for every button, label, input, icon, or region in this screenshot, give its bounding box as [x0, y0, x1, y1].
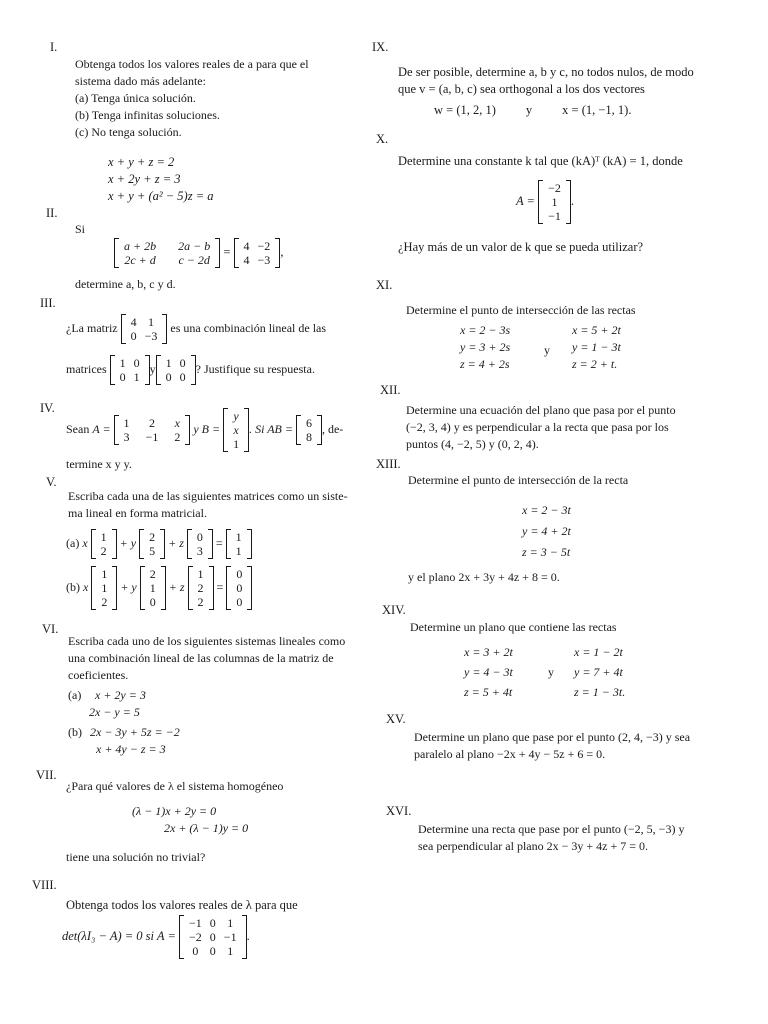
equation-row: x = 1 − 2t [574, 645, 623, 659]
equals-sign: = [215, 535, 223, 550]
matrix-cell: 0 [149, 595, 156, 609]
matrix-cell: 1 [119, 356, 126, 370]
equation-row: x = 5 + 2t [572, 323, 621, 337]
equation-row: x + 4y − z = 3 [96, 742, 166, 756]
problem-numeral: XV. [386, 712, 406, 726]
text-fragment: det(λI₃ − A) = 0 si A = [62, 928, 176, 943]
matrix-cell: 0 [179, 356, 186, 370]
text-line: sea perpendicular al plano 2x − 3y + 4z + 7 = 0. [418, 839, 649, 853]
problem-numeral: IV. [40, 401, 55, 415]
item-label: (a) [66, 535, 80, 550]
text-line: Escriba cada uno de los siguientes sistemas lineales como [68, 634, 346, 648]
matrix-cell: 0 [209, 930, 216, 944]
matrix-cell: 1 [227, 916, 234, 930]
problem-numeral: XVI. [386, 804, 412, 818]
text-fragment: y [548, 665, 554, 679]
matrix-cell: 6 [305, 416, 312, 430]
matrix-rhs [234, 238, 284, 268]
column-vector [538, 180, 571, 224]
text-line: De ser posible, determine a, b y c, no todos nulos, de modo [398, 65, 694, 79]
text-fragment: , de- [321, 421, 344, 436]
matrix-cell: 1 [100, 530, 107, 544]
matrix-cell: 0 [209, 944, 216, 958]
text-line: paralelo al plano −2x + 4y − 5z + 6 = 0. [414, 747, 606, 761]
text-line: Determine una recta que pase por el punto (−2, 5, −3) y [418, 822, 685, 836]
matrix-cell: 2 [197, 581, 204, 595]
matrix-cell: 0 [192, 944, 199, 958]
matrix-cell: 8 [305, 430, 312, 444]
matrix-cell: −2 [548, 181, 561, 195]
matrix-a [114, 415, 191, 445]
line-2 [574, 642, 625, 702]
matrix [156, 355, 196, 385]
problem-numeral: III. [40, 296, 56, 310]
problem-numeral: XII. [380, 383, 401, 397]
problem-text [406, 402, 676, 453]
equation-row: x = 2 − 3t [522, 503, 571, 517]
problem-text: ¿Para qué valores de λ el sistema homogéneo [66, 779, 284, 793]
matrix-cell: 1 [551, 195, 558, 209]
matrix-cell: 0 [209, 916, 216, 930]
matrix-definition [516, 180, 574, 224]
equation-row: 2x + (λ − 1)y = 0 [164, 821, 249, 835]
variable: + z [168, 535, 184, 550]
variable: + y [119, 535, 137, 550]
matrix-cell: −1 [145, 430, 159, 444]
text-fragment: A = [516, 193, 535, 208]
variable: + y [120, 579, 137, 594]
column-vector [139, 529, 165, 559]
column-vector [91, 566, 117, 610]
equation-row: x + y + z = 2 [108, 155, 175, 169]
equation-row: (λ − 1)x + 2y = 0 [132, 804, 217, 818]
problem-text: Obtenga todos los valores reales de λ para que [66, 898, 298, 912]
matrix-cell: 0 [130, 329, 137, 343]
problem-numeral: VII. [36, 768, 57, 782]
problem-text [68, 633, 345, 684]
matrix-cell: 3 [196, 544, 203, 558]
text-fragment: ? Justifique su respuesta. [195, 361, 315, 376]
matrix-cell: 2 [148, 416, 155, 430]
column-vector [226, 529, 252, 559]
text-fragment: y [525, 103, 533, 117]
matrix-cell: 2c + d [124, 253, 156, 267]
problem-numeral: I. [50, 40, 58, 54]
equation-row: 2x − y = 5 [89, 705, 140, 719]
text-line: (−2, 3, 4) y es perpendicular a la recta que pasa por los [406, 420, 669, 434]
matrix-cell: 0 [119, 370, 126, 384]
problem-text [68, 488, 348, 522]
text-line: (b) Tenga infinitas soluciones. [75, 108, 220, 122]
matrix-b [223, 408, 249, 452]
text-fragment: ¿La matriz [66, 320, 118, 335]
equation-system [108, 154, 214, 205]
matrix-cell: c − 2d [178, 253, 210, 267]
item-label: (a) [68, 688, 82, 702]
variable: x [83, 579, 89, 594]
equation-row: x = 3 + 2t [464, 645, 513, 659]
text-fragment: . [246, 928, 250, 943]
equals-sign: = [223, 244, 231, 259]
problem-numeral: VI. [42, 622, 59, 636]
matrix-cell: −2 [257, 239, 271, 253]
matrix-cell: 0 [236, 581, 243, 595]
line-2 [572, 322, 621, 373]
vector-x: x = (1, −1, 1). [562, 103, 632, 117]
problem-text: Determine el punto de intersección de las rectas [406, 303, 636, 317]
matrix-cell: 2 [197, 595, 204, 609]
equation-row: x = 2 − 3s [460, 323, 511, 337]
problem-text [418, 821, 684, 855]
column-vector [188, 566, 214, 610]
matrix-cell: x [233, 423, 239, 437]
problem-text: tiene una solución no trivial? [66, 850, 206, 864]
column-vector [226, 566, 252, 610]
matrix-a [179, 915, 247, 959]
matrix-cell: 2 [174, 430, 181, 444]
text-line: Escriba cada una de las siguientes matrices como un siste- [68, 489, 348, 503]
comma: , [280, 244, 284, 259]
matrix [121, 314, 168, 344]
problem-text: y el plano 2x + 3y + 4z + 8 = 0. [408, 570, 560, 584]
matrix-cell: 1 [149, 581, 156, 595]
matrix-cell: −3 [144, 329, 158, 343]
problem-text: Determine una constante k tal que (kA)ᵀ (kA) = 1, donde [398, 154, 683, 168]
matrix-cell: 2a − b [178, 239, 211, 253]
problem-text: termine x y y. [66, 457, 132, 471]
column-vector [140, 566, 166, 610]
equation-row: z = 4 + 2s [460, 357, 510, 371]
item-label: (b) [68, 725, 82, 739]
matrix-cell: −1 [223, 930, 237, 944]
line-1 [460, 322, 510, 373]
line-equations [522, 500, 571, 563]
matrix-cell: 2 [100, 544, 107, 558]
matrix-equation-b [66, 566, 252, 610]
equation-row: y = 7 + 4t [574, 665, 623, 679]
matrix-cell: −1 [548, 209, 561, 223]
text-line: Obtenga todos los valores reales de a para que el [75, 57, 309, 71]
problem-text-row [66, 314, 326, 344]
matrix-cell: 0 [179, 370, 186, 384]
problem-text: Determine el punto de intersección de la recta [408, 473, 629, 487]
matrix-equation-a [66, 529, 252, 559]
text-fragment: y [544, 343, 550, 357]
text-fragment: . Si AB = [249, 421, 293, 436]
matrix-cell: −3 [257, 253, 271, 267]
matrix-lhs [114, 238, 220, 268]
equation-system [132, 803, 248, 837]
equation-system [89, 687, 146, 721]
problem-numeral: II. [46, 206, 58, 220]
matrix-cell: 1 [123, 416, 130, 430]
equals-sign: = [216, 579, 224, 594]
matrix-ab [296, 415, 322, 445]
vectors-row [434, 102, 631, 119]
matrix-cell: 1 [233, 437, 240, 451]
matrix-cell: 1 [101, 567, 108, 581]
matrix-cell: 1 [197, 567, 204, 581]
equation-row: 2x − 3y + 5z = −2 [90, 725, 180, 739]
matrix-cell: −1 [189, 916, 202, 930]
matrix-cell: 4 [130, 315, 137, 329]
item-label: (b) [66, 579, 80, 594]
matrix-cell: 0 [196, 530, 203, 544]
text-line: Determine un plano que pase por el punto (2, 4, −3) y sea [414, 730, 691, 744]
equation-row: z = 3 − 5t [522, 545, 571, 559]
equation-row: y = 1 − 3t [572, 340, 621, 354]
text-line: una combinación lineal de las columnas de la matriz de [68, 651, 334, 665]
problem-numeral: V. [46, 475, 57, 489]
equation-row: x + y + (a² − 5)z = a [108, 189, 214, 203]
problem-text-row [66, 408, 343, 452]
equation-row: y = 3 + 2s [460, 340, 511, 354]
text-line: (c) No tenga solución. [75, 125, 182, 139]
matrix-cell: 3 [123, 430, 130, 444]
matrix-cell: 0 [236, 595, 243, 609]
equation-system [90, 724, 180, 758]
matrix-cell: 1 [133, 370, 140, 384]
matrix-cell: 1 [235, 530, 242, 544]
variable: + z [168, 579, 185, 594]
matrix-cell: 2 [149, 567, 156, 581]
problem-text [414, 729, 690, 763]
text-line: (a) Tenga única solución. [75, 91, 196, 105]
matrix-cell: 5 [149, 544, 156, 558]
text-fragment: matrices [66, 361, 107, 376]
matrix-cell: 2 [149, 530, 156, 544]
matrix-cell: 1 [235, 544, 242, 558]
equation-row: y = 4 + 2t [522, 524, 571, 538]
text-fragment: y B = [193, 421, 221, 436]
matrix-cell: 0 [165, 370, 172, 384]
equation-row: x + 2y = 3 [95, 688, 146, 702]
problem-text [75, 56, 309, 141]
equation-row: z = 5 + 4t [464, 685, 513, 699]
matrix-cell: 4 [243, 239, 250, 253]
matrix-cell: 1 [148, 315, 155, 329]
problem-text: determine a, b, c y d. [75, 277, 176, 291]
problem-numeral: XIV. [382, 603, 406, 617]
matrix-cell: x [174, 416, 180, 430]
text-fragment: es una combinación lineal de las [170, 320, 327, 335]
matrix-cell: 2 [101, 595, 108, 609]
equation-row: x + 2y + z = 3 [108, 172, 181, 186]
matrix [110, 355, 150, 385]
text-line: sistema dado más adelante: [75, 74, 206, 88]
text-si: Si [75, 222, 86, 236]
problem-text: Determine un plano que contiene las rectas [410, 620, 617, 634]
matrix-cell: 4 [243, 253, 250, 267]
matrix-cell: −2 [189, 930, 202, 944]
matrix-cell: 1 [227, 944, 234, 958]
vector-w: w = (1, 2, 1) [434, 103, 496, 117]
equation-row: z = 2 + t. [572, 357, 618, 371]
text-line: ma lineal en forma matricial. [68, 506, 207, 520]
matrix-cell: a + 2b [124, 239, 157, 253]
problem-numeral: XI. [376, 278, 393, 292]
determinant-equation [62, 915, 250, 959]
column-vector [91, 529, 117, 559]
matrix-cell: 0 [133, 356, 140, 370]
text-fragment: Sean [66, 421, 90, 436]
matrix-cell: 1 [165, 356, 172, 370]
problem-text: ¿Hay más de un valor de k que se pueda utilizar? [398, 240, 644, 254]
line-1 [464, 642, 513, 702]
problem-numeral: X. [376, 132, 389, 146]
problem-numeral: IX. [372, 40, 389, 54]
text-fragment: A = [92, 421, 111, 436]
text-line: que v = (a, b, c) sea orthogonal a los dos vectores [398, 82, 645, 96]
text-fragment: y [149, 361, 156, 376]
column-vector [187, 529, 213, 559]
problem-text-row [66, 355, 315, 385]
variable: x [82, 535, 88, 550]
text-line: puntos (4, −2, 5) y (0, 2, 4). [406, 437, 539, 451]
text-fragment: . [570, 193, 575, 208]
matrix-cell: y [233, 409, 239, 423]
matrix-cell: 0 [236, 567, 243, 581]
equation-row: z = 1 − 3t. [574, 685, 626, 699]
matrix-cell: 1 [101, 581, 108, 595]
text-line: coeficientes. [68, 668, 129, 682]
equation-row: y = 4 − 3t [464, 665, 513, 679]
problem-text [398, 64, 694, 98]
text-line: Determine una ecuación del plano que pasa por el punto [406, 403, 676, 417]
problem-numeral: VIII. [32, 878, 57, 892]
problem-numeral: XIII. [376, 457, 401, 471]
matrix-equation [114, 238, 283, 268]
